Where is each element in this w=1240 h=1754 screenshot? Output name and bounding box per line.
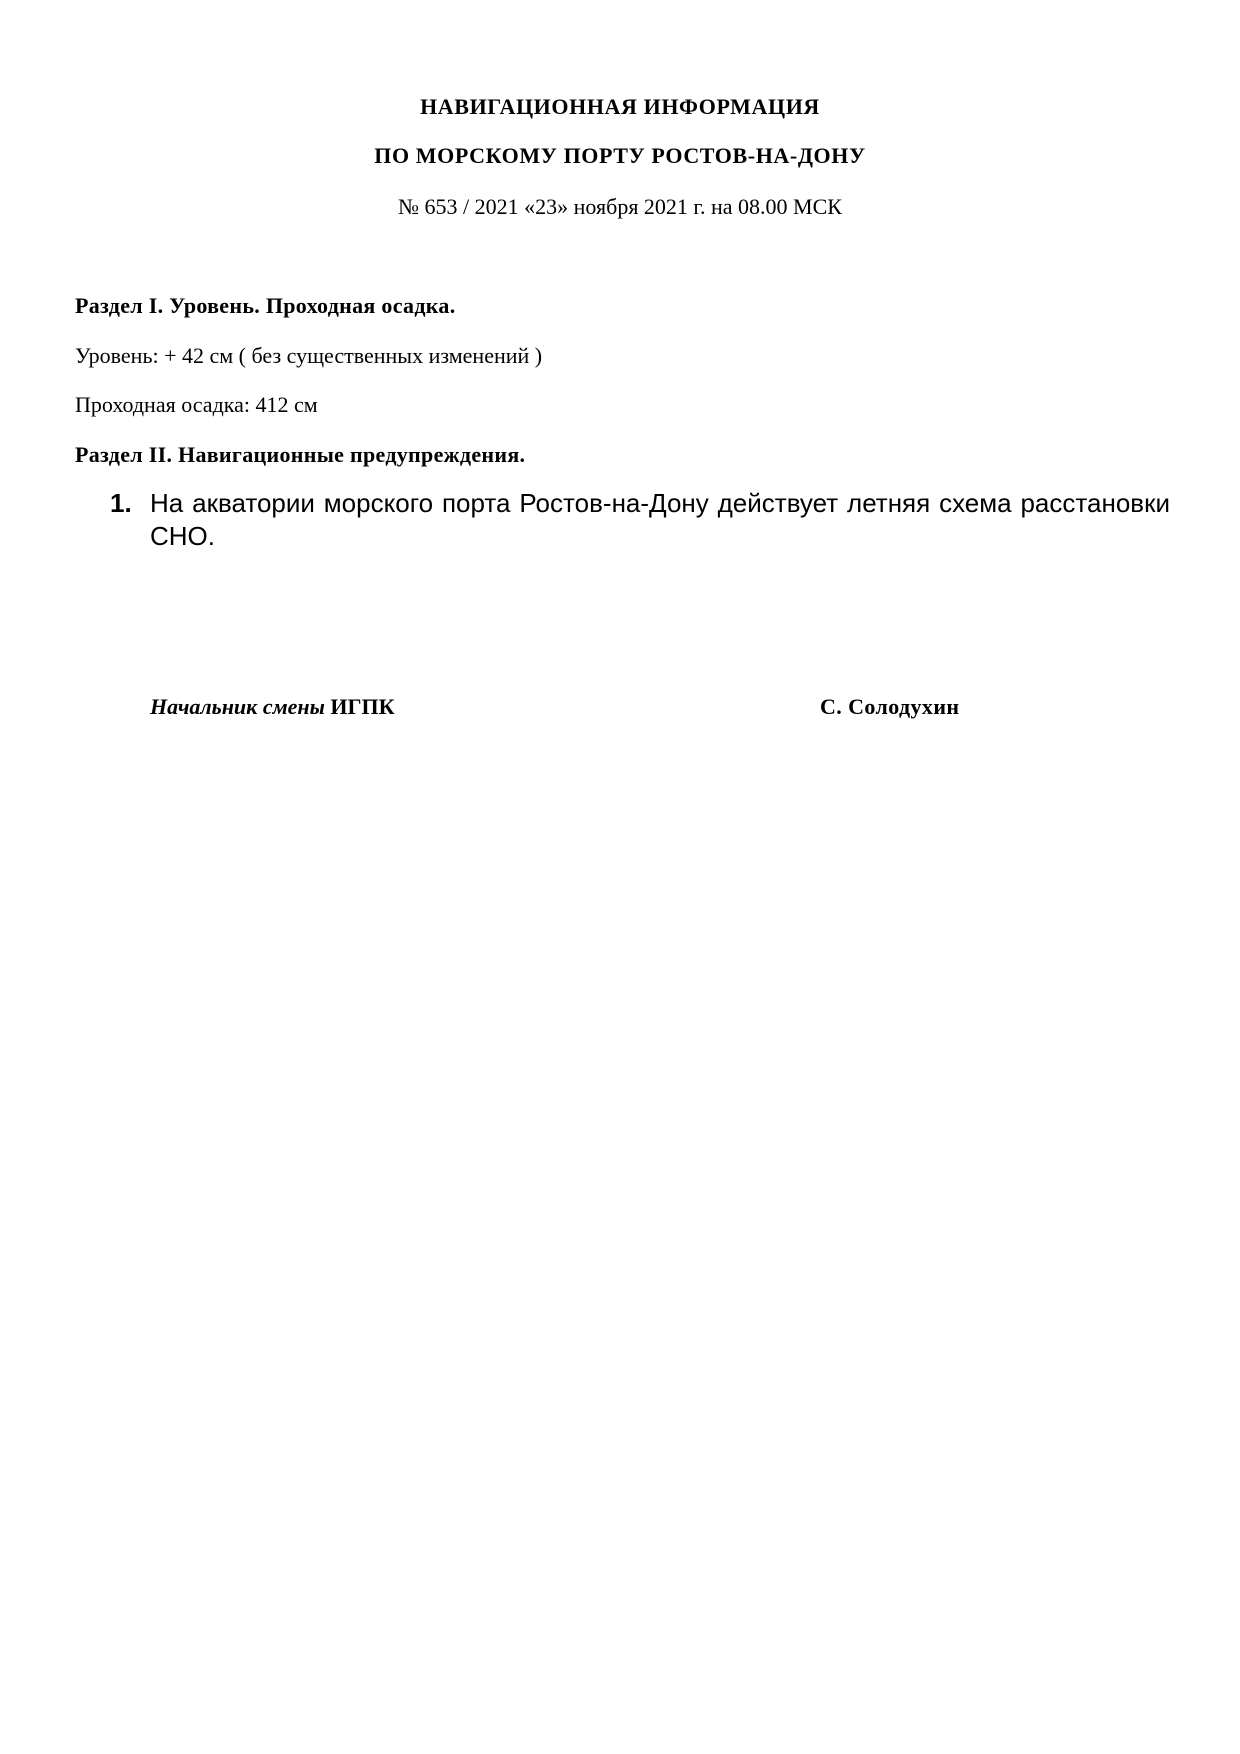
warning-text: На акватории морского порта Ростов-на-Дону действует летняя схема расстановки СНО.	[150, 488, 1170, 551]
warning-item	[110, 487, 1170, 553]
section-2-heading: Раздел II. Навигационные предупреждения.	[75, 442, 526, 467]
section-1-heading: Раздел I. Уровень. Проходная осадка.	[75, 293, 456, 318]
passage-draft-line: Проходная осадка: 412 см	[75, 392, 318, 417]
signature-role-org: ИГПК	[330, 694, 395, 719]
document-subtitle: ПО МОРСКОМУ ПОРТУ РОСТОВ-НА-ДОНУ	[374, 143, 866, 168]
document-number-date: № 653 / 2021 «23» ноября 2021 г. на 08.00 МСК	[398, 194, 842, 219]
signature-role-title: Начальник смены	[150, 694, 325, 719]
document-title: НАВИГАЦИОННАЯ ИНФОРМАЦИЯ	[420, 94, 820, 119]
water-level-line: Уровень: + 42 см ( без существенных изменений )	[75, 343, 543, 368]
signature-name: С. Солодухин	[820, 694, 960, 719]
signature-role	[150, 694, 395, 720]
warning-number: 1.	[110, 488, 132, 518]
